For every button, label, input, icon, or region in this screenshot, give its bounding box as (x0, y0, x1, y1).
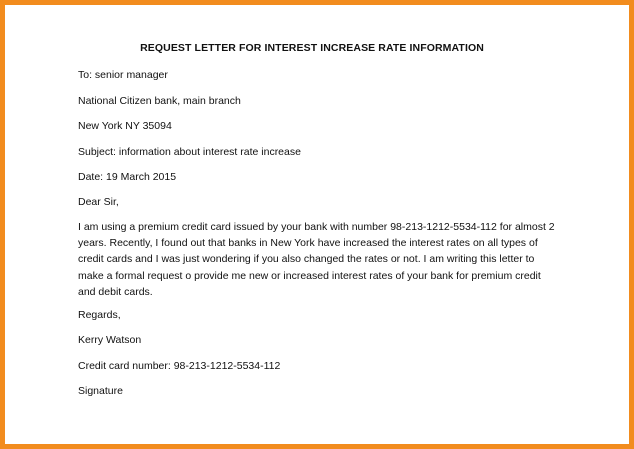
body-line: credit cards and I was just wondering if you also changed the rates or not. I am writing this letter to (78, 253, 535, 266)
body-line: make a formal request o provide me new or increased interest rates of your bank for premium credit (78, 269, 541, 282)
letter-title: REQUEST LETTER FOR INTEREST INCREASE RATE INFORMATION (140, 42, 484, 54)
bank-line: National Citizen bank, main branch (78, 95, 241, 107)
city-line: New York NY 35094 (78, 120, 172, 132)
sender-name: Kerry Watson (78, 334, 142, 346)
signature-line: Signature (78, 385, 123, 397)
recipient-line: To: senior manager (78, 69, 168, 81)
card-number-line: Credit card number: 98-213-1212-5534-112 (78, 360, 281, 372)
letter-body (78, 219, 555, 300)
body-line: and debit cards. (78, 285, 153, 298)
body-line: years. Recently, I found out that banks in New York have increased the interest rates on all types of (78, 237, 538, 250)
closing: Regards, (78, 309, 121, 321)
subject-line: Subject: information about interest rate increase (78, 146, 301, 158)
body-line: I am using a premium credit card issued by your bank with number 98-213-1212-5534-112 for almost 2 (78, 221, 555, 233)
date-line: Date: 19 March 2015 (78, 171, 177, 183)
salutation: Dear Sir, (78, 196, 119, 208)
